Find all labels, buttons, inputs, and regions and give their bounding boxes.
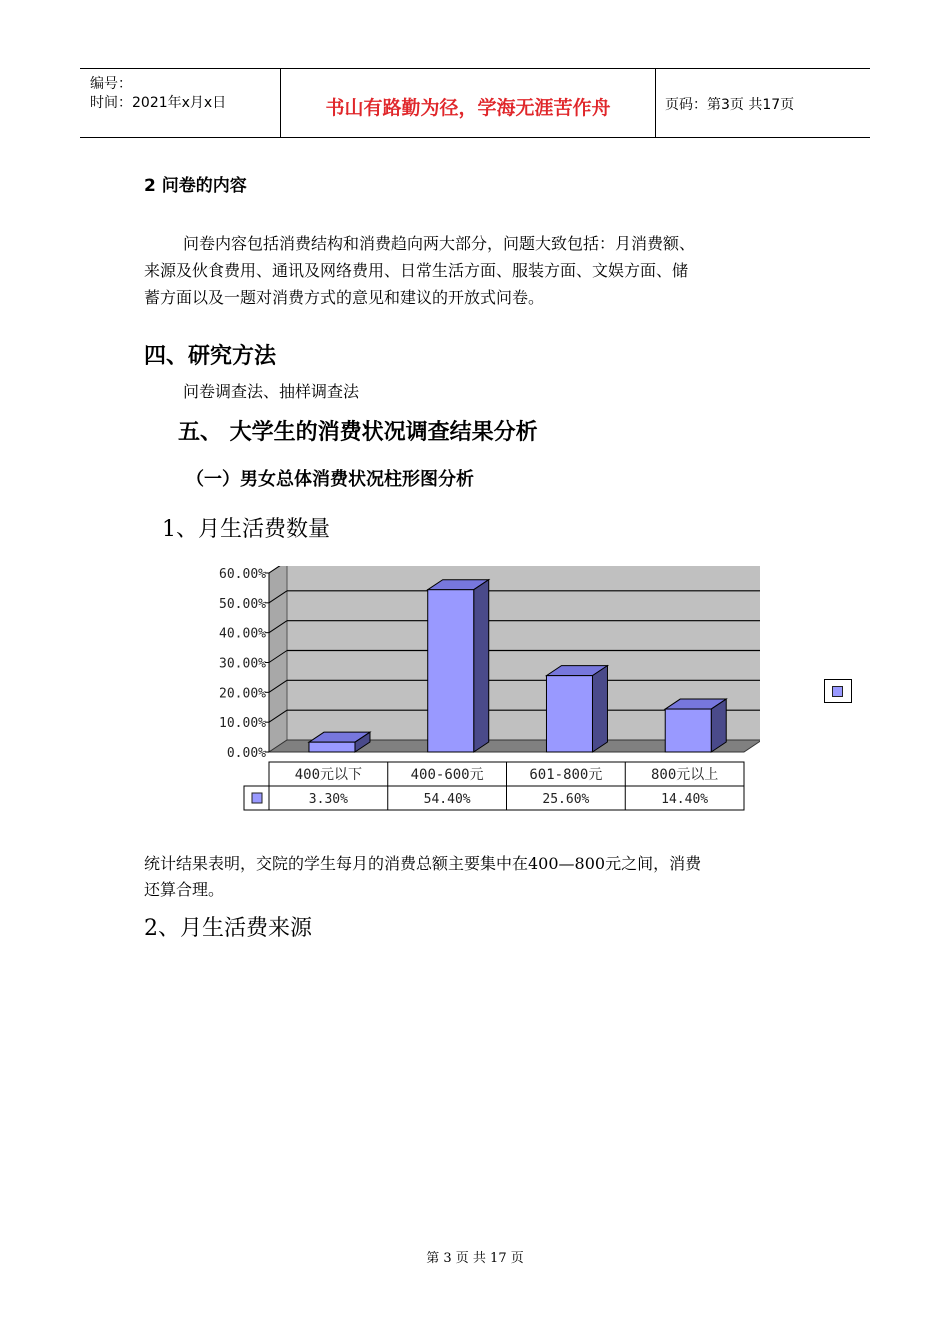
- bar: [665, 709, 711, 752]
- conclusion-line2: 还算合理。: [144, 880, 225, 899]
- bar: [428, 590, 474, 752]
- conclusion-line1: 统计结果表明，交院的学生每月的消费总额主要集中在400—800元之间，消费: [144, 854, 702, 873]
- motto-text: 书山有路勤为径，学海无涯苦作舟: [325, 97, 611, 119]
- section-5-subheading: （一）男女总体消费状况柱形图分析: [186, 469, 474, 490]
- item-2-heading: 2、月生活费来源: [144, 916, 312, 941]
- page-header-table: [80, 68, 870, 138]
- data-value-label: 54.40%: [423, 792, 471, 807]
- section-2-heading: 2 问卷的内容: [144, 176, 247, 196]
- page-footer: 第 3 页 共 17 页: [426, 1251, 524, 1266]
- y-tick-label: 60.00%: [219, 567, 266, 582]
- x-category-label: 400元以下: [294, 767, 363, 783]
- y-tick-label: 50.00%: [219, 596, 266, 612]
- y-tick-label: 20.00%: [219, 686, 266, 702]
- bar-side: [474, 580, 489, 752]
- page-info: 页码：第3页 共17页: [665, 97, 795, 113]
- table-legend-swatch: [252, 793, 262, 803]
- y-tick-label: 40.00%: [219, 626, 266, 642]
- header-left-cell: [80, 69, 280, 137]
- x-category-label: 800元以上: [650, 767, 719, 783]
- y-tick-label: 0.00%: [226, 746, 266, 761]
- section-2-para-line3: 蓄方面以及一题对消费方式的意见和建议的开放式问卷。: [144, 288, 545, 307]
- header-page-cell: [655, 69, 870, 137]
- section-4-heading: 四、研究方法: [144, 344, 277, 369]
- section-2-para-line1: 问卷内容包括消费结构和消费趋向两大部分，问题大致包括：月消费额、: [183, 234, 696, 253]
- header-motto-cell: [280, 69, 656, 137]
- item-1-heading: 1、月生活费数量: [162, 517, 330, 542]
- x-category-label: 400-600元: [410, 767, 484, 783]
- y-tick-label: 10.00%: [219, 716, 266, 732]
- number-label: 编号：: [90, 76, 132, 92]
- section-4-text: 问卷调查法、抽样调查法: [183, 382, 360, 401]
- section-5-heading: 五、 大学生的消费状况调查结果分析: [178, 420, 538, 445]
- bar: [309, 742, 355, 752]
- data-value-label: 3.30%: [308, 792, 348, 807]
- bar-side: [592, 666, 607, 752]
- bar-chart-svg: [200, 566, 760, 816]
- section-2-para-line2: 来源及伙食费用、通讯及网络费用、日常生活方面、服装方面、文娱方面、储: [144, 261, 689, 280]
- bar-chart: [200, 566, 760, 816]
- chart-side-wall: [269, 566, 287, 752]
- y-tick-label: 30.00%: [219, 656, 266, 672]
- chart-legend: [824, 679, 852, 703]
- x-category-label: 601-800元: [529, 767, 603, 783]
- legend-swatch: [832, 686, 843, 697]
- data-value-label: 25.60%: [542, 792, 590, 807]
- data-value-label: 14.40%: [661, 792, 709, 807]
- time-label: 时间：2021年x月x日: [90, 95, 227, 111]
- bar: [546, 676, 592, 752]
- bar-side: [711, 699, 726, 752]
